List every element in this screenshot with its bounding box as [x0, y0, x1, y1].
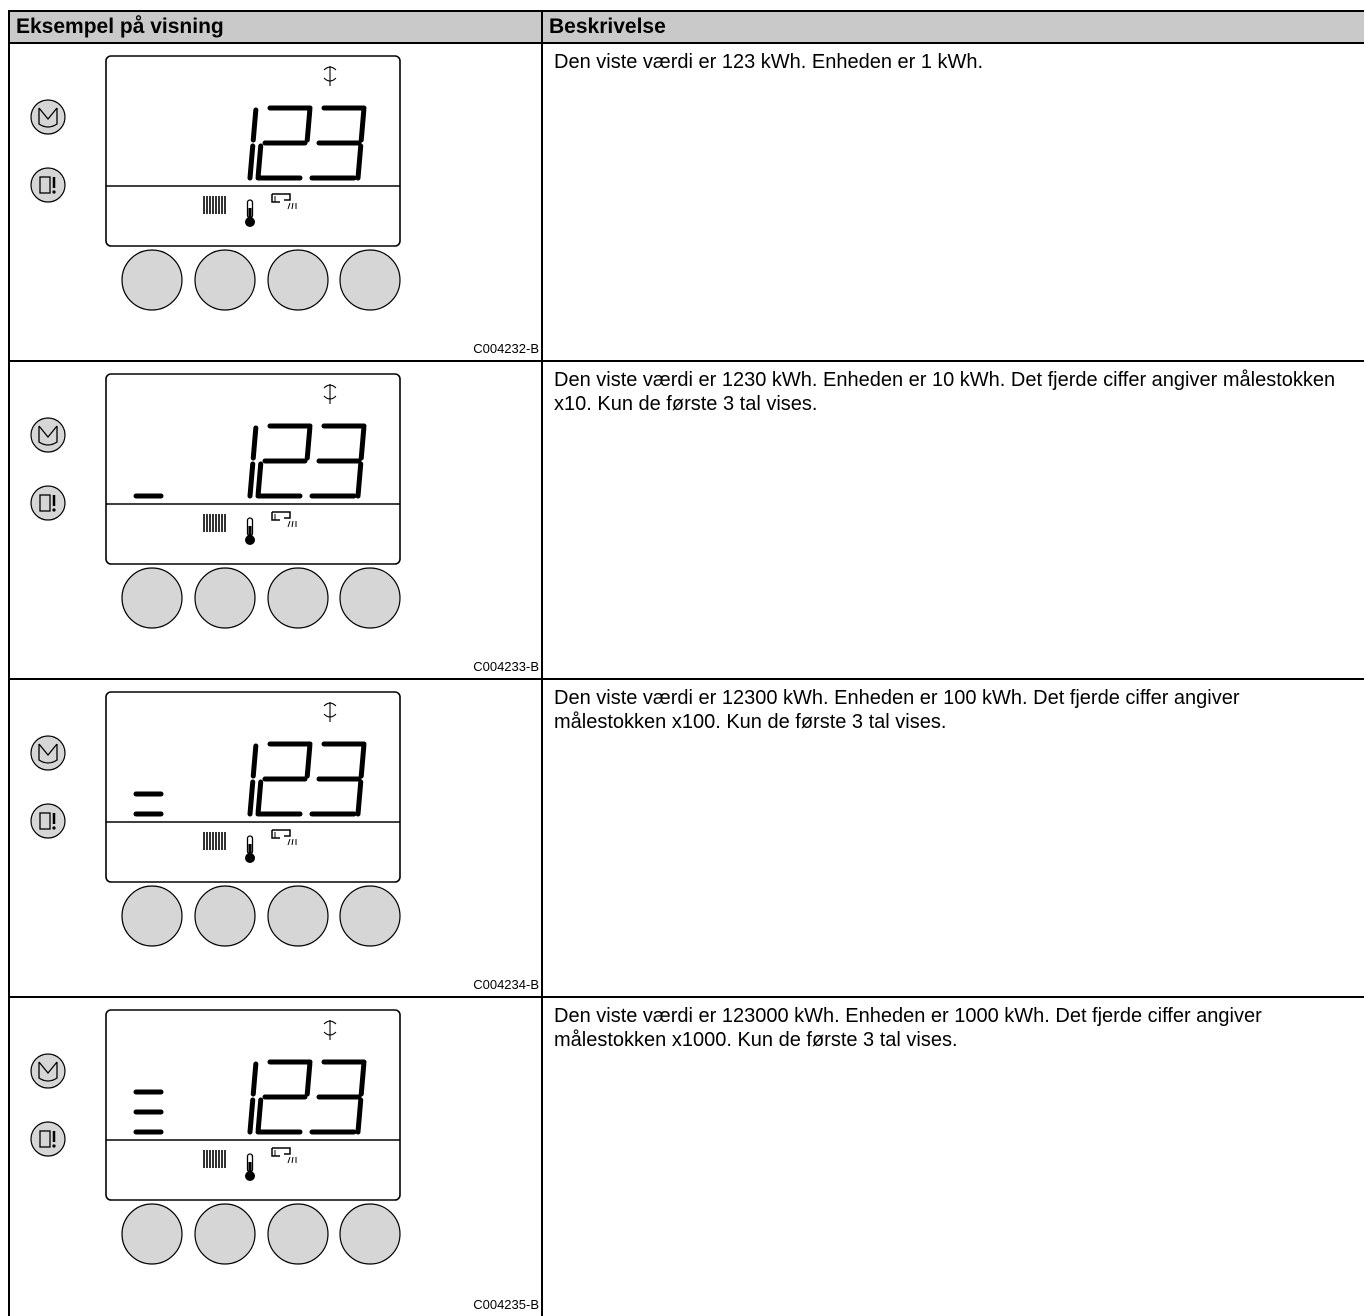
thermometer-bulb [245, 217, 255, 227]
panel-button [195, 568, 255, 628]
row-description: Den viste værdi er 1230 kWh. Enheden er 10 kWh. Det fjerde ciffer angiver målestokken x10. Kun de første 3 tal vises. [554, 369, 1336, 415]
mode-button [31, 736, 65, 770]
display-figure [8, 362, 541, 678]
lcd-segment [307, 1064, 310, 1094]
info-button [31, 168, 65, 202]
mode-button [31, 418, 65, 452]
info-button [31, 1122, 65, 1156]
display-figure [8, 680, 541, 996]
lcd-segment [258, 1100, 261, 1130]
lcd-segment [358, 146, 361, 178]
panel-button [268, 250, 328, 310]
panel-button [195, 250, 255, 310]
lcd-segment [253, 746, 256, 776]
mode-button [31, 100, 65, 134]
display-figure [8, 998, 541, 1314]
display-examples-table [8, 10, 1364, 1312]
table-row [8, 362, 1364, 680]
lcd-segment [258, 782, 261, 812]
panel-button [122, 886, 182, 946]
info-button [31, 804, 65, 838]
lcd-segment [253, 1064, 256, 1094]
thermometer-bulb [245, 1171, 255, 1181]
panel-button [340, 886, 400, 946]
mode-button [31, 1054, 65, 1088]
figure-code: C004232-B [473, 341, 539, 356]
lcd-segment [258, 146, 261, 176]
lcd-segment [250, 1100, 253, 1132]
panel-button [122, 1204, 182, 1264]
lcd-segment [358, 782, 361, 814]
row-description: Den viste værdi er 12300 kWh. Enheden er 100 kWh. Det fjerde ciffer angiver målestokken x100. Kun de første 3 tal vises. [554, 687, 1240, 733]
lcd-segment [358, 464, 361, 496]
panel-button [122, 568, 182, 628]
panel-button [268, 1204, 328, 1264]
lcd-segment [250, 464, 253, 496]
row-description: Den viste værdi er 123000 kWh. Enheden er 1000 kWh. Det fjerde ciffer angiver målestokken x1000. Kun de første 3 tal vises. [554, 1005, 1262, 1051]
lcd-segment [250, 146, 253, 178]
figure-code: C004235-B [473, 1297, 539, 1312]
lcd-panel-drawing [8, 680, 541, 996]
lcd-segment [361, 428, 364, 458]
panel-button [122, 250, 182, 310]
panel-button [340, 250, 400, 310]
lcd-segment [358, 1100, 361, 1132]
panel-button [195, 886, 255, 946]
header-description: Beskrivelse [541, 12, 1364, 42]
display-figure [8, 44, 541, 360]
lcd-panel-drawing [8, 362, 541, 678]
figure-code: C004234-B [473, 977, 539, 992]
info-icon-dot [52, 1144, 55, 1147]
figure-code: C004233-B [473, 659, 539, 674]
lcd-segment [258, 464, 261, 494]
lcd-panel-drawing [8, 998, 541, 1314]
lcd-segment [361, 110, 364, 140]
panel-button [268, 886, 328, 946]
table-row [8, 680, 1364, 998]
panel-button [268, 568, 328, 628]
panel-button [340, 568, 400, 628]
lcd-segment [361, 1064, 364, 1094]
lcd-segment [307, 746, 310, 776]
info-button [31, 486, 65, 520]
lcd-segment [250, 782, 253, 814]
lcd-segment [361, 746, 364, 776]
info-icon-dot [52, 826, 55, 829]
panel-button [195, 1204, 255, 1264]
panel-button [340, 1204, 400, 1264]
lcd-segment [253, 110, 256, 140]
info-icon-dot [52, 508, 55, 511]
table-row [8, 998, 1364, 1316]
lcd-segment [307, 428, 310, 458]
lcd-segment [253, 428, 256, 458]
row-description: Den viste værdi er 123 kWh. Enheden er 1 kWh. [554, 51, 984, 73]
info-icon-dot [52, 190, 55, 193]
thermometer-bulb [245, 535, 255, 545]
thermometer-bulb [245, 853, 255, 863]
header-example: Eksempel på visning [8, 12, 541, 42]
table-header [8, 10, 1364, 44]
lcd-segment [307, 110, 310, 140]
lcd-panel-drawing [8, 44, 541, 360]
table-row [8, 44, 1364, 362]
